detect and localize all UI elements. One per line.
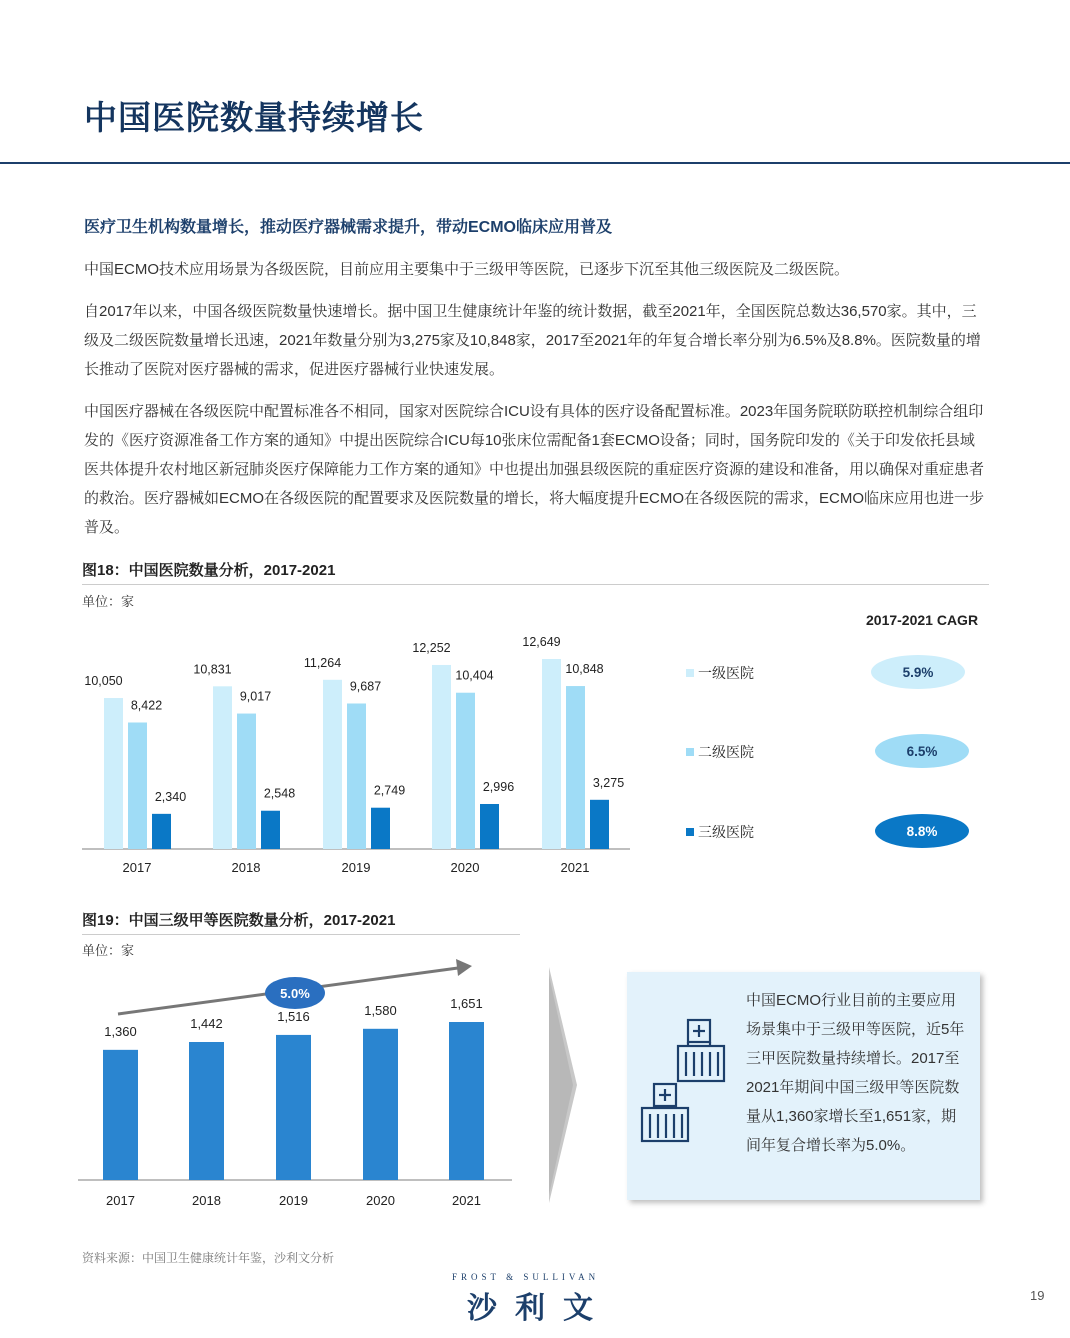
fig19-tick-label: 2021 <box>452 1193 481 1208</box>
fig18-data-label: 2,548 <box>263 786 296 801</box>
fig19-tick-label: 2017 <box>106 1193 135 1208</box>
fig18-cagr-value: 6.5% <box>906 744 938 759</box>
fig18-tick-label: 2020 <box>450 860 480 875</box>
fig18-data-label: 10,050 <box>84 674 123 689</box>
paragraph-3: 中国医疗器械在各级医院中配置标准各不相同，国家对医院综合ICU设有具体的医疗设备配置标准。2023年国务院联防联控机制综合组印发的《医疗资源准备工作方案的通知》中提出医院综合ICU每10张床位需配备1套ECMO设备；同时，国务院印发的《关于印发依托县域医共体提升农村地区新冠肺炎医疗保障能力工作方案的通知》中也提出加强县级医院的重症医疗资源的建设和准备，用以确保对重症患者的救治。医疗器械如ECMO在各级医院的配置要求及医院数量的增长，将大幅度提升ECMO在各级医院的需求，ECMO临床应用也进一步普及。 <box>84 403 985 536</box>
fig19-bar <box>363 1029 398 1180</box>
fig18-data-label: 12,649 <box>522 635 561 649</box>
fig18-data-label: 12,252 <box>412 640 451 655</box>
brand-logo-chinese: 沙利文 <box>467 1292 611 1325</box>
fig18-tick-label: 2017 <box>122 860 152 875</box>
fig19-data-label: 1,580 <box>364 1002 397 1018</box>
fig19-trend-arrowhead <box>456 959 472 976</box>
callout-text: 中国ECMO行业目前的主要应用场景集中于三级甲等医院，近5年三甲医院数量持续增长。2017至2021年期间中国三级甲等医院数量从1,360家增长至1,651家，期间年复合增长率为5.0%。 <box>746 992 965 1154</box>
fig19-data-label: 1,516 <box>277 1008 310 1024</box>
page-title: 中国医院数量持续增长 <box>84 99 424 136</box>
fig18-data-label: 2,996 <box>482 779 515 794</box>
fig18-data-label: 8,422 <box>130 698 163 713</box>
fig18-data-label: 9,017 <box>239 689 272 704</box>
fig18-data-label: 2,340 <box>154 789 187 804</box>
fig19-title: 图19：中国三级甲等医院数量分析，2017-2021 <box>82 912 396 929</box>
paragraph-2: 自2017年以来，中国各级医院数量快速增长。据中国卫生健康统计年鉴的统计数据，截至2021年，全国医院总数达36,570家。其中，三级及二级医院数量增长迅速，2021年数量分别为3,275家及10,848家，2017至2021年的年复合增长率分别为6.5%及8.8%。医院数量的增长推动了医院对医疗器械的需求，促进医疗器械行业快速发展。 <box>84 303 981 378</box>
fig18-data-label: 9,687 <box>349 679 382 694</box>
fig19-unit: 单位：家 <box>82 943 135 958</box>
fig19-bar <box>189 1042 224 1180</box>
fig19-tick-label: 2018 <box>192 1193 221 1208</box>
brand-logo-english: FROST & SULLIVAN <box>452 1272 600 1282</box>
fig18-title: 图18：中国医院数量分析，2017-2021 <box>82 562 336 579</box>
fig19-data-label: 1,651 <box>450 996 483 1011</box>
fig18-cagr-value: 5.9% <box>902 665 934 680</box>
fig18-data-label: 2,749 <box>373 783 406 798</box>
fig18-data-label: 10,831 <box>193 662 232 677</box>
fig18-data-label: 3,275 <box>592 775 625 790</box>
fig18-cagr-value: 8.8% <box>906 824 938 839</box>
fig18-data-label: 10,404 <box>455 668 494 683</box>
fig19-data-label: 1,442 <box>190 1016 223 1032</box>
fig18-data-label: 10,848 <box>565 662 604 677</box>
paragraph-1: 中国ECMO技术应用场景为各级医院，目前应用主要集中于三级甲等医院，已逐步下沉至其他三级医院及二级医院。 <box>84 261 850 278</box>
fig18-tick-label: 2019 <box>341 860 371 875</box>
source-note: 资料来源：中国卫生健康统计年鉴，沙利文分析 <box>82 1251 335 1265</box>
hospital-building-icon <box>636 1018 732 1148</box>
fig19-bar <box>276 1035 311 1180</box>
fig19-tick-label: 2020 <box>366 1193 395 1208</box>
fig19-bar <box>103 1050 138 1180</box>
fig18-unit: 单位：家 <box>82 594 135 609</box>
fig18-legend-label: 三级医院 <box>698 824 754 840</box>
page-number: 19 <box>1030 1288 1045 1303</box>
fig18-tick-label: 2021 <box>560 860 590 875</box>
fig18-legend-label: 一级医院 <box>698 665 754 681</box>
section-subheading: 医疗卫生机构数量增长，推动医疗器械需求提升，带动ECMO临床应用普及 <box>84 219 613 236</box>
fig18-tick-label: 2018 <box>231 860 261 875</box>
fig19-tick-label: 2019 <box>279 1193 308 1208</box>
fig18-cagr-title: 2017-2021 CAGR <box>866 612 979 628</box>
fig19-data-label: 1,360 <box>104 1023 137 1039</box>
fig18-legend-label: 二级医院 <box>698 744 754 760</box>
chevron-right-icon <box>545 965 585 1205</box>
fig19-bar <box>449 1022 484 1180</box>
fig18-data-label: 11,264 <box>303 655 342 670</box>
fig19-cagr-value: 5.0% <box>280 986 310 1001</box>
